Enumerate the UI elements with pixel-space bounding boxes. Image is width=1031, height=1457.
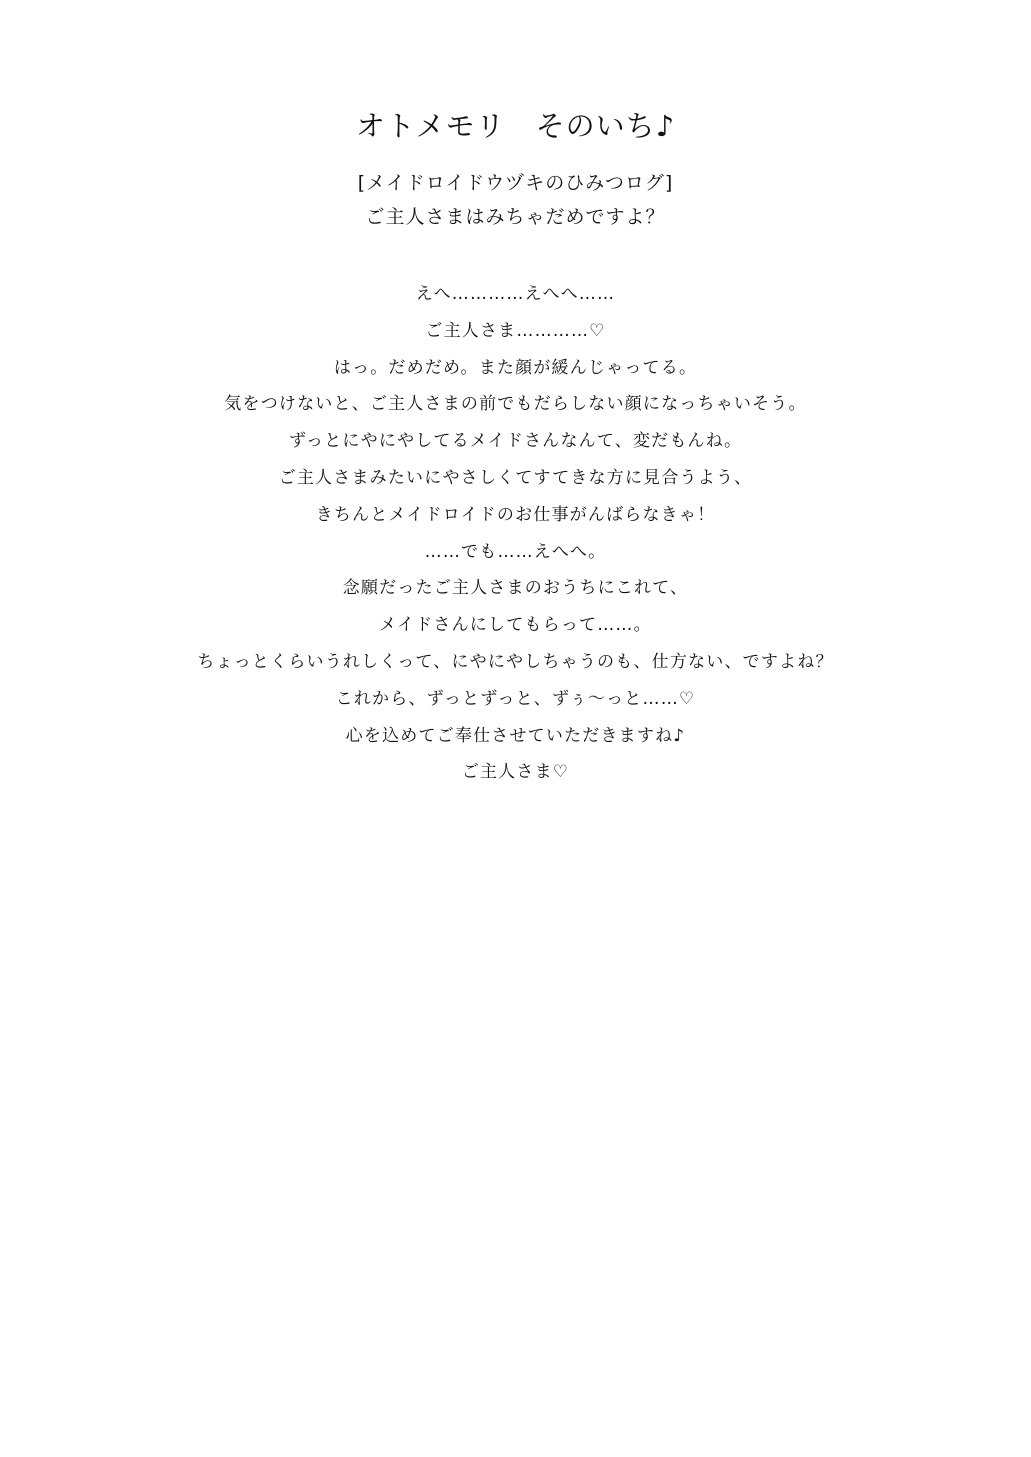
text-line: ずっとにやにやしてるメイドさんなんて、変だもんね。 [288, 431, 743, 452]
text-line: きちんとメイドロイドのお仕事がんばらなきゃ！ [315, 504, 716, 525]
log-label: [メイドロイドウヅキのひみつログ] [357, 172, 674, 194]
text-line: ご主人さまみたいにやさしくてすてきな方に見合うよう、 [278, 467, 753, 488]
text-line: 念願だったご主人さまのおうちにこれて、 [342, 578, 689, 599]
text-line: ちょっとくらいうれしくって、にやにやしちゃうのも、仕方ない、ですよね？ [197, 651, 834, 672]
text-line: 心を込めてご奉仕させていただきますね♪ [345, 725, 686, 746]
text-line: ご主人さま♡ [461, 762, 570, 783]
text-line: メイドさんにしてもらって……。 [379, 615, 652, 636]
text-line: ……でも……えへへ。 [424, 541, 607, 562]
subtitle-warning: ご主人さまはみちゃだめですよ？ [365, 206, 666, 228]
text-line: これから、ずっとずっと、ずぅ～っと……♡ [335, 688, 696, 709]
text-line: ご主人さま…………♡ [425, 320, 606, 341]
text-line: えへ…………えへへ…… [415, 284, 616, 304]
text-line: はっ。だめだめ。また顔が緩んじゃってる。 [333, 357, 698, 378]
body-text [0, 276, 1031, 791]
page-title: オトメモリ そのいち♪ [355, 109, 676, 143]
text-line: 気をつけないと、ご主人さまの前でもだらしない顔になっちゃいそう。 [224, 394, 807, 415]
